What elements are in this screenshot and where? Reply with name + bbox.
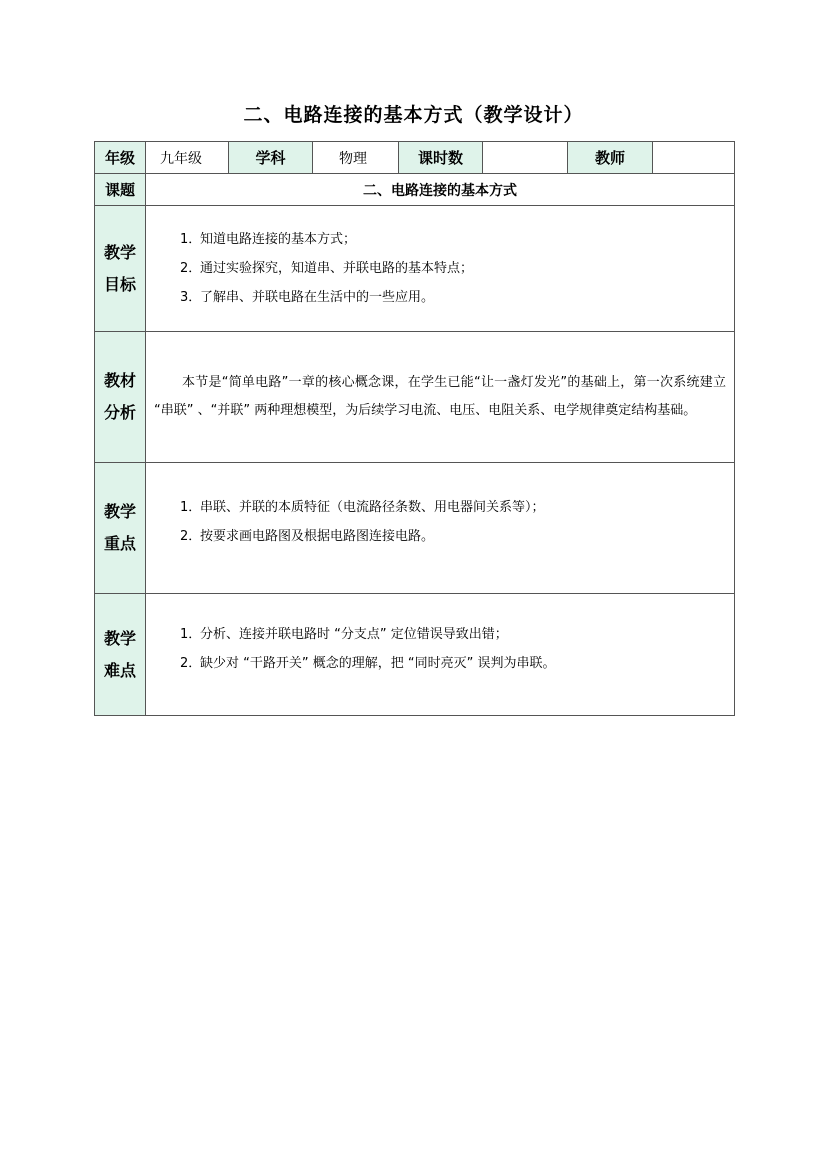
objectives-label xyxy=(95,206,146,332)
list-item: 2．通过实验探究，知道串、并联电路的基本特点； xyxy=(180,261,474,276)
difficulties-label xyxy=(95,594,146,716)
lesson-plan-table xyxy=(94,141,735,716)
difficulties-content xyxy=(146,594,735,716)
topic-label: 课题 xyxy=(95,174,146,206)
grade-value: 九年级 xyxy=(146,142,229,174)
hours-value xyxy=(483,142,568,174)
list-item: 1．分析、连接并联电路时 “分支点” 定位错误导致出错； xyxy=(180,627,508,642)
hours-label: 课时数 xyxy=(399,142,483,174)
objectives-row xyxy=(95,206,735,332)
topic-row xyxy=(95,174,735,206)
analysis-label xyxy=(95,332,146,463)
list-item: 3．了解串、并联电路在生活中的一些应用。 xyxy=(180,290,435,305)
analysis-content: 本节是“简单电路”一章的核心概念课，在学生已能“让一盏灯发光”的基础上，第一次系统建立 “串联” 、“并联” 两种理想模型，为后续学习电流、电压、电阻关系、电学规律奠定结构基础。 xyxy=(146,332,735,463)
list-item: 1．知道电路连接的基本方式； xyxy=(180,232,357,247)
key-points-row xyxy=(95,463,735,594)
analysis-label-line1: 教材 xyxy=(103,371,136,390)
list-item: 2．按要求画电路图及根据电路图连接电路。 xyxy=(180,529,435,544)
analysis-row xyxy=(95,332,735,463)
grade-label: 年级 xyxy=(95,142,146,174)
list-item: 2．缺少对 “干路开关” 概念的理解，把 “同时亮灭” 误判为串联。 xyxy=(180,656,556,671)
objectives-label-line2: 目标 xyxy=(103,274,136,294)
objectives-label-line1: 教学 xyxy=(103,242,136,262)
difficulties-row xyxy=(95,594,735,716)
list-item: 1．串联、并联的本质特征（电流路径条数、用电器间关系等）； xyxy=(180,500,545,515)
topic-value: 二、电路连接的基本方式 xyxy=(146,174,735,206)
difficulties-label-line1: 教学 xyxy=(103,628,136,648)
objectives-content xyxy=(146,206,735,332)
difficulties-label-line2: 难点 xyxy=(103,660,136,680)
analysis-label-line2: 分析 xyxy=(103,403,136,422)
subject-value: 物理 xyxy=(313,142,399,174)
key-points-label-line2: 重点 xyxy=(103,534,136,553)
key-points-label xyxy=(95,463,146,594)
teacher-label: 教师 xyxy=(568,142,653,174)
document-title: 二、电路连接的基本方式（教学设计） xyxy=(243,104,584,126)
teacher-value xyxy=(653,142,735,174)
info-row xyxy=(95,142,735,174)
subject-label: 学科 xyxy=(229,142,313,174)
key-points-label-line1: 教学 xyxy=(103,502,136,521)
key-points-content xyxy=(146,463,735,594)
